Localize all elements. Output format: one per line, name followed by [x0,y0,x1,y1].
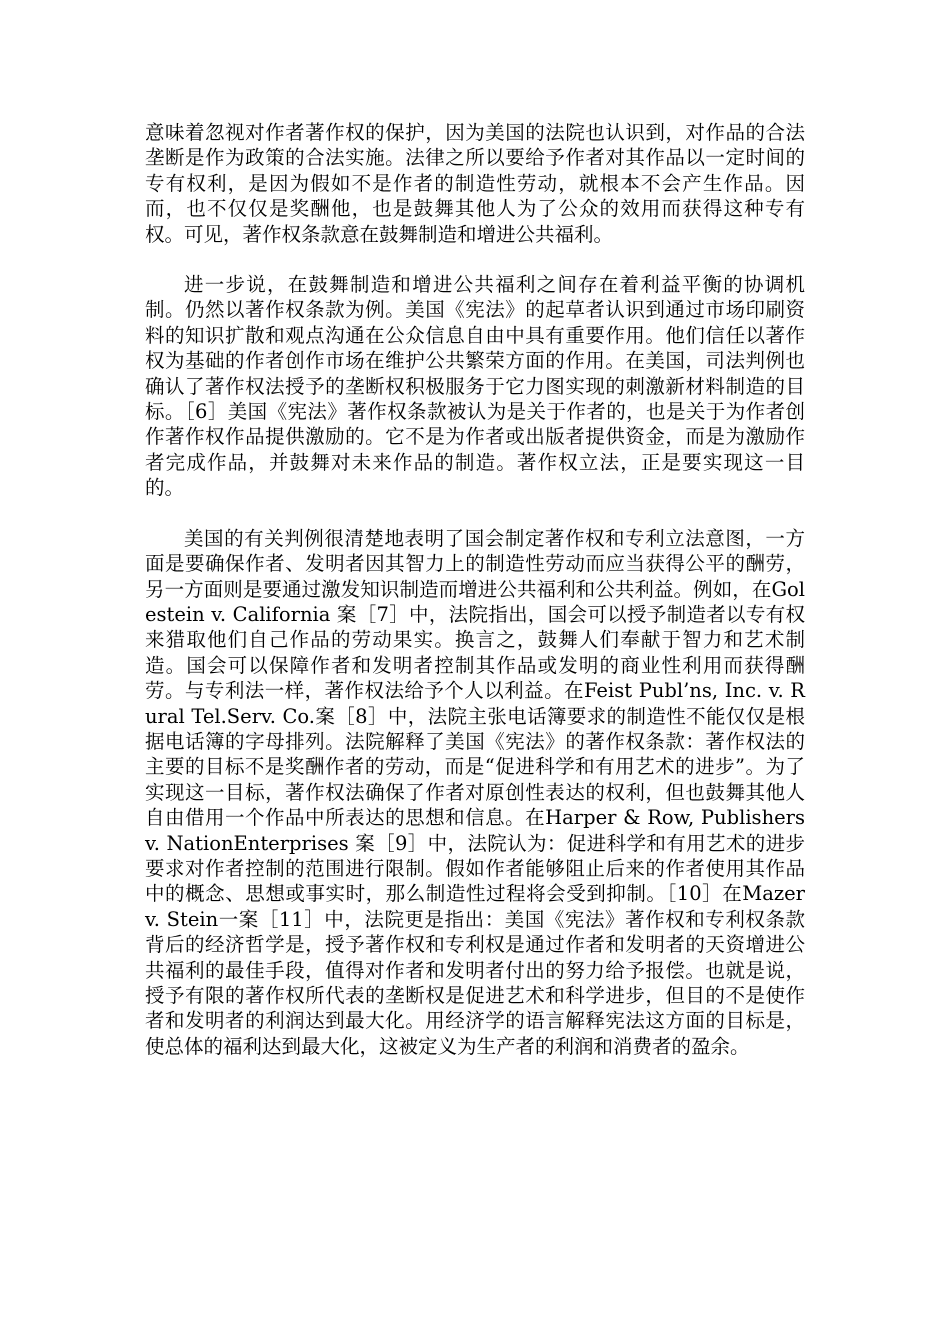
paragraph-1: 意味着忽视对作者著作权的保护，因为美国的法院也认识到，对作品的合法垄断是作为政策的合法实施。法律之所以要给予作者对其作品以一定时间的专有权利，是因为假如不是作者的制造性劳动，就根本不会产生作品。因而，也不仅仅是奖酬他，也是鼓舞其他人为了公众的效用而获得这种专有权。可见，著作权条款意在鼓舞制造和增进公共福利。 [145,121,805,246]
paragraph-3: 美国的有关判例很清楚地表明了国会制定著作权和专利立法意图，一方面是要确保作者、发明者因其智力上的制造性劳动而应当获得公平的酬劳，另一方面则是要通过激发知识制造而增进公共福利和公共利益。例如，在Golestein v. California 案［7］中，法院指出，国会可以授予制造者以专有权来猎取他们自己作品的劳动果实。换言之，鼓舞人们奉献于智力和艺术制造。国会可以保障作者和发明者控制其作品或发明的商业性利用而获得酬劳。与专利法一样，著作权法给予个人以利益。在Feist Publ’ns, Inc. v. Rural Tel.Serv. Co.案［8］中，法院主张电话簿要求的制造性不能仅仅是根据电话簿的字母排列。法院解释了美国《宪法》的著作权条款：著作权法的主要的目标不是奖酬作者的劳动，而是“促进科学和有用艺术的进步”。为了实现这一目标，著作权法确保了作者对原创性表达的权利，但也鼓舞其他人自由借用一个作品中所表达的思想和信息。在Harper & Row, Publishers v. NationEnterprises 案［9］中，法院认为：促进科学和有用艺术的进步要求对作者控制的范围进行限制。假如作者能够阻止后来的作者使用其作品中的概念、思想或事实时，那么制造性过程将会受到抑制。［10］在Mazer v. Stein一案［11］中，法院更是指出：美国《宪法》著作权和专利权条款背后的经济哲学是，授予著作权和专利权是通过作者和发明者的天资增进公共福利的最佳手段，值得对作者和发明者付出的努力给予报偿。也就是说，授予有限的著作权所代表的垄断权是促进艺术和科学进步，但目的不是使作者和发明者的利润达到最大化。用经济学的语言解释宪法这方面的目标是，使总体的福利达到最大化，这被定义为生产者的利润和消费者的盈余。 [145,526,805,1058]
document-body [145,120,805,1084]
paragraph-2: 进一步说，在鼓舞制造和增进公共福利之间存在着利益平衡的协调机制。仍然以著作权条款为例。美国《宪法》的起草者认识到通过市场印刷资料的知识扩散和观点沟通在公众信息自由中具有重要作用。他们信任以著作权为基础的作者创作市场在维护公共繁荣方面的作用。在美国，司法判例也确认了著作权法授予的垄断权积极服务于它力图实现的刺激新材料制造的目标。［6］美国《宪法》著作权条款被认为是关于作者的，也是关于为作者创作著作权作品提供激励的。它不是为作者或出版者提供资金，而是为激励作者完成作品，并鼓舞对未来作品的制造。著作权立法，正是要实现这一目的。 [145,273,805,500]
